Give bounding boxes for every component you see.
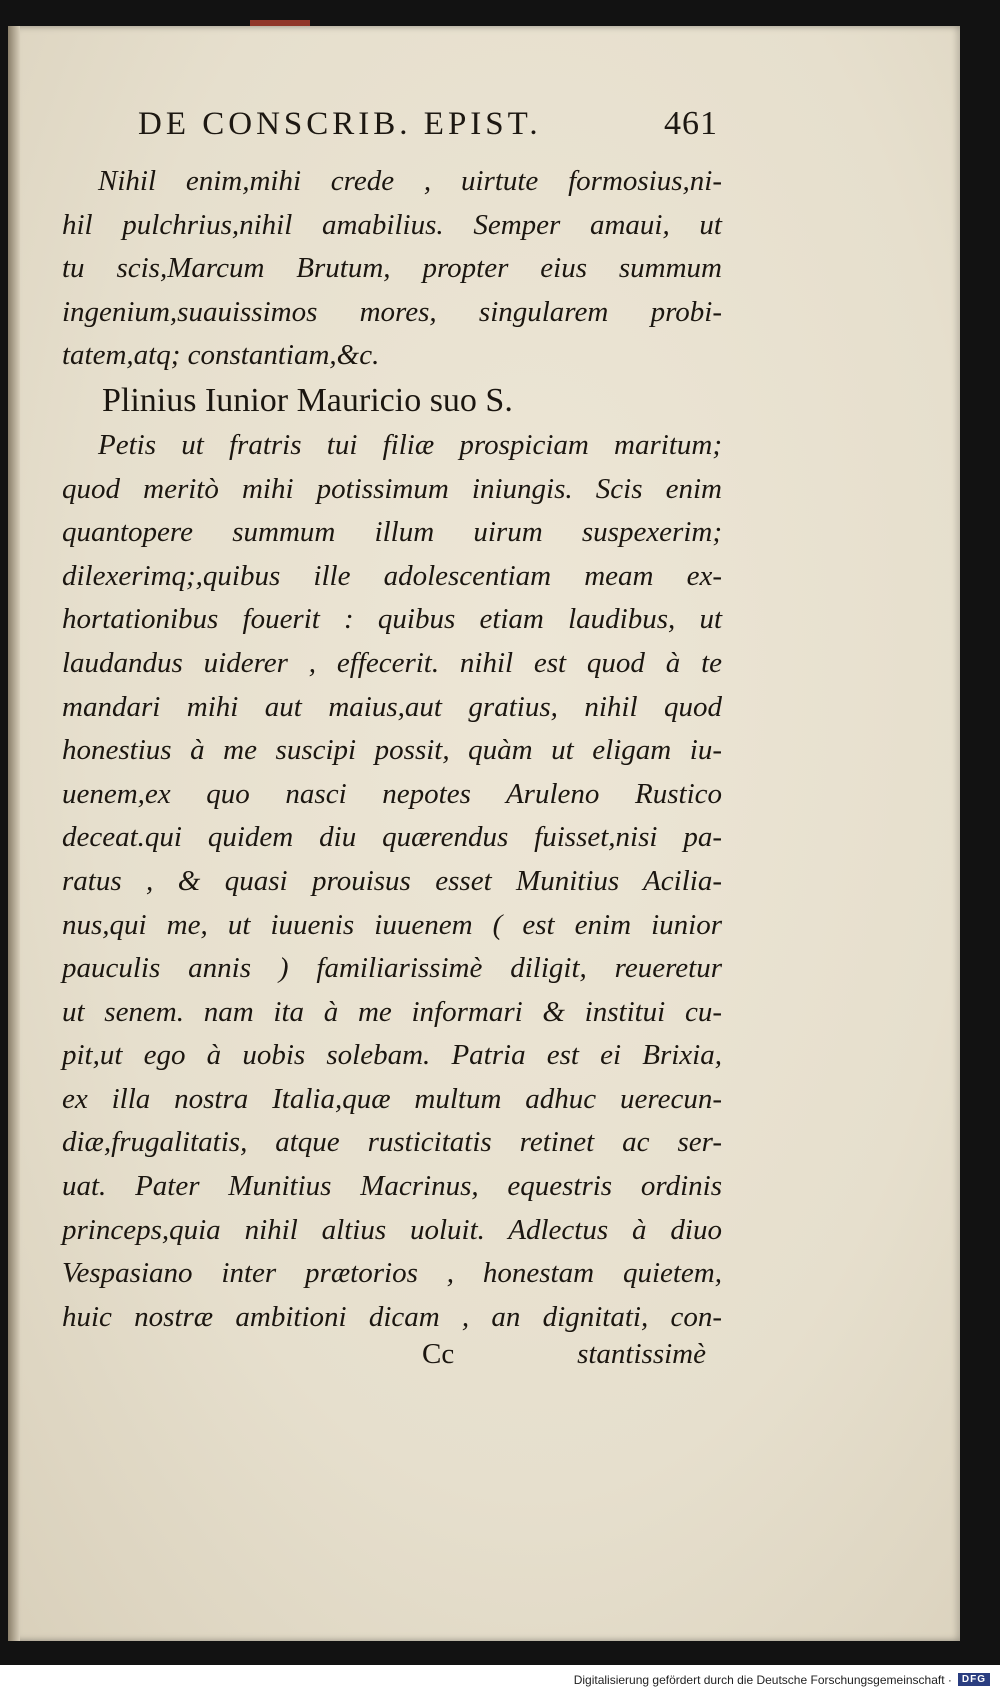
signature-mark: Cc (422, 1338, 455, 1370)
letter-line: nus,qui me, ut iuuenis iuuenem ( est enim iunior (62, 908, 722, 941)
letter-heading: Plinius Iunior Mauricio suo S. (102, 381, 513, 419)
letter-line: huic nostræ ambitioni dicam , an dignitati, con- (62, 1300, 722, 1333)
letter-line: quod meritò mihi potissimum iniungis. Scis enim (62, 472, 722, 505)
catchword: stantissimè (577, 1338, 706, 1370)
letter-line: ex illa nostra Italia,quæ multum adhuc uerecun- (62, 1082, 722, 1115)
letter-line: Petis ut fratris tui filiæ prospiciam maritum; (98, 428, 722, 461)
letter-line: princeps,quia nihil altius uoluit. Adlectus à diuo (62, 1213, 722, 1246)
text-line: ingenium,suauissimos mores, singularem probi- (62, 295, 722, 328)
text-line: tatem,atq; constantiam,&c. (62, 339, 380, 372)
letter-line: Vespasiano inter prætorios , honestam quietem, (62, 1257, 722, 1290)
dfg-logo: DFG (958, 1673, 990, 1686)
text-line: Nihil enim,mihi crede , uirtute formosius,ni- (98, 165, 722, 197)
letter-line: dilexerimq;,quibus ille adolescentiam meam ex- (62, 559, 722, 592)
page-footer (62, 1338, 722, 1382)
text-block (62, 160, 722, 1339)
letter-line: pauculis annis ) familiarissimè diligit, reueretur (62, 952, 722, 985)
letter-line: deceat.qui quidem diu quærendus fuisset,nisi pa- (62, 821, 722, 854)
letter-line: quantopere summum illum uirum suspexerim; (62, 516, 722, 549)
letter-line: hortationibus fouerit : quibus etiam laudibus, ut (62, 603, 722, 636)
letter-line: ut senem. nam ita à me informari & institui cu- (62, 995, 722, 1028)
letter-line: mandari mihi aut maius,aut gratius, nihil quod (62, 690, 722, 723)
letter-line: ratus , & quasi prouisus esset Munitius Acilia- (62, 864, 722, 897)
digitization-credit (0, 1665, 1000, 1694)
running-head (138, 105, 718, 159)
folio-number: 461 (664, 105, 718, 142)
running-head-title: DE CONSCRIB. EPIST. (138, 106, 542, 142)
text-line: tu scis,Marcum Brutum, propter eius summum (62, 252, 722, 285)
text-line: hil pulchrius,nihil amabilius. Semper amaui, ut (62, 208, 722, 241)
letter-line: pit,ut ego à uobis solebam. Patria est ei Brixia, (62, 1039, 722, 1072)
letter-line: honestius à me suscipi possit, quàm ut eligam iu- (62, 734, 722, 767)
credit-text: Digitalisierung gefördert durch die Deutsche Forschungsgemeinschaft · (573, 1672, 952, 1687)
page-gutter-edge (8, 26, 20, 1641)
letter-line: uenem,ex quo nasci nepotes Aruleno Rustico (62, 777, 722, 810)
letter-line: diæ,frugalitatis, atque rusticitatis retinet ac ser- (62, 1126, 722, 1159)
letter-line: laudandus uiderer , effecerit. nihil est quod à te (62, 646, 722, 679)
letter-line: uat. Pater Munitius Macrinus, equestris ordinis (62, 1170, 722, 1203)
